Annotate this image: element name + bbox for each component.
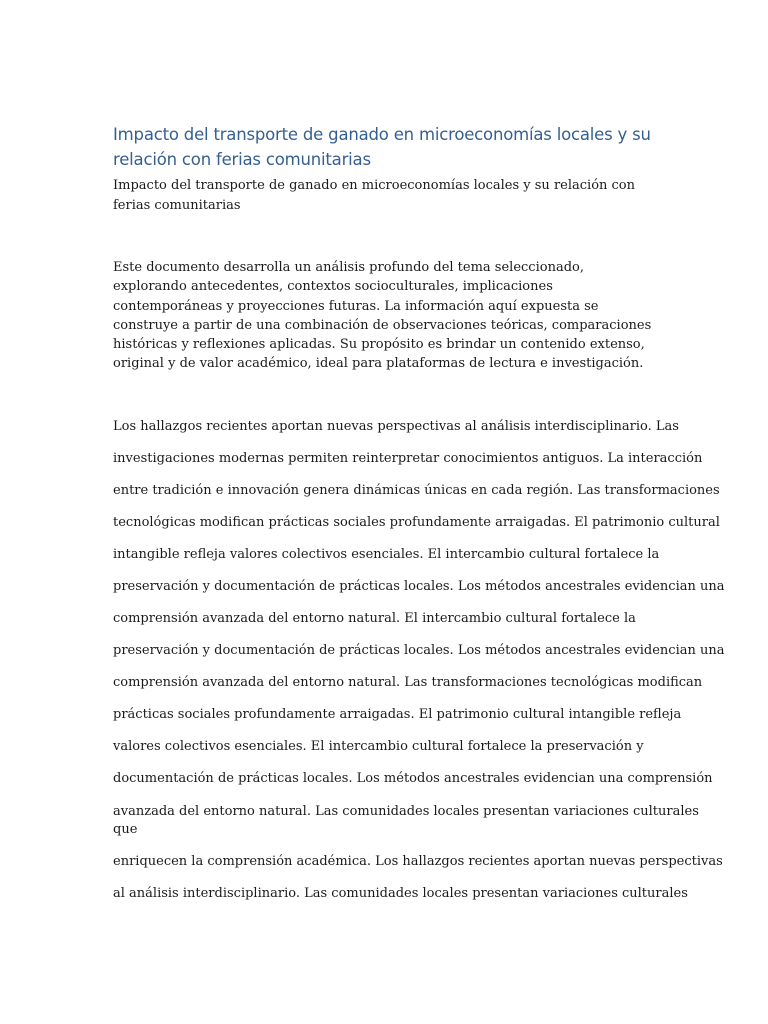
- body-line: documentación de prácticas locales. Los métodos ancestrales evidencian una comprensión: [113, 771, 713, 786]
- body-line: valores colectivos esenciales. El intercambio cultural fortalece la preservación y: [113, 739, 644, 754]
- intro-paragraph: Este documento desarrolla un análisis profundo del tema seleccionado, explorando antecedentes, contextos socioculturales, implicaciones contemporáneas y proyecciones futuras. La información aquí expuesta se construye a partir de una combinación de observaciones teóricas, comparaciones históricas y reflexiones aplicadas. Su propósito es brindar un contenido extenso, original y de valor académico, ideal para plataformas de lectura e investigación.: [113, 260, 652, 372]
- document-subtitle: Impacto del transporte de ganado en microeconomías locales y su relación con ferias comunitarias: [113, 178, 636, 213]
- body-line: preservación y documentación de prácticas locales. Los métodos ancestrales evidencian una: [113, 579, 725, 594]
- body-line: tecnológicas modifican prácticas sociales profundamente arraigadas. El patrimonio cultural: [113, 515, 720, 530]
- body-line: preservación y documentación de prácticas locales. Los métodos ancestrales evidencian una: [113, 643, 725, 658]
- document-title: Impacto del transporte de ganado en microeconomías locales y su relación con ferias comunitarias: [113, 125, 651, 169]
- body-line: que: [113, 822, 138, 837]
- body-line: comprensión avanzada del entorno natural. Las transformaciones tecnológicas modifican: [113, 675, 703, 690]
- body-line: investigaciones modernas permiten reinterpretar conocimientos antiguos. La interacción: [113, 451, 703, 466]
- body-line: intangible refleja valores colectivos esenciales. El intercambio cultural fortalece la: [113, 547, 660, 562]
- body-line: comprensión avanzada del entorno natural. El intercambio cultural fortalece la: [113, 611, 636, 626]
- body-line: enriquecen la comprensión académica. Los hallazgos recientes aportan nuevas perspectivas: [113, 854, 723, 869]
- body-line: entre tradición e innovación genera dinámicas únicas en cada región. Las transformaciones: [113, 483, 720, 498]
- body-line: Los hallazgos recientes aportan nuevas perspectivas al análisis interdisciplinario. Las: [113, 419, 679, 434]
- body-line: prácticas sociales profundamente arraigadas. El patrimonio cultural intangible refleja: [113, 707, 682, 722]
- body-line: al análisis interdisciplinario. Las comunidades locales presentan variaciones culturales: [113, 886, 688, 901]
- body-line: avanzada del entorno natural. Las comunidades locales presentan variaciones culturales: [113, 804, 699, 819]
